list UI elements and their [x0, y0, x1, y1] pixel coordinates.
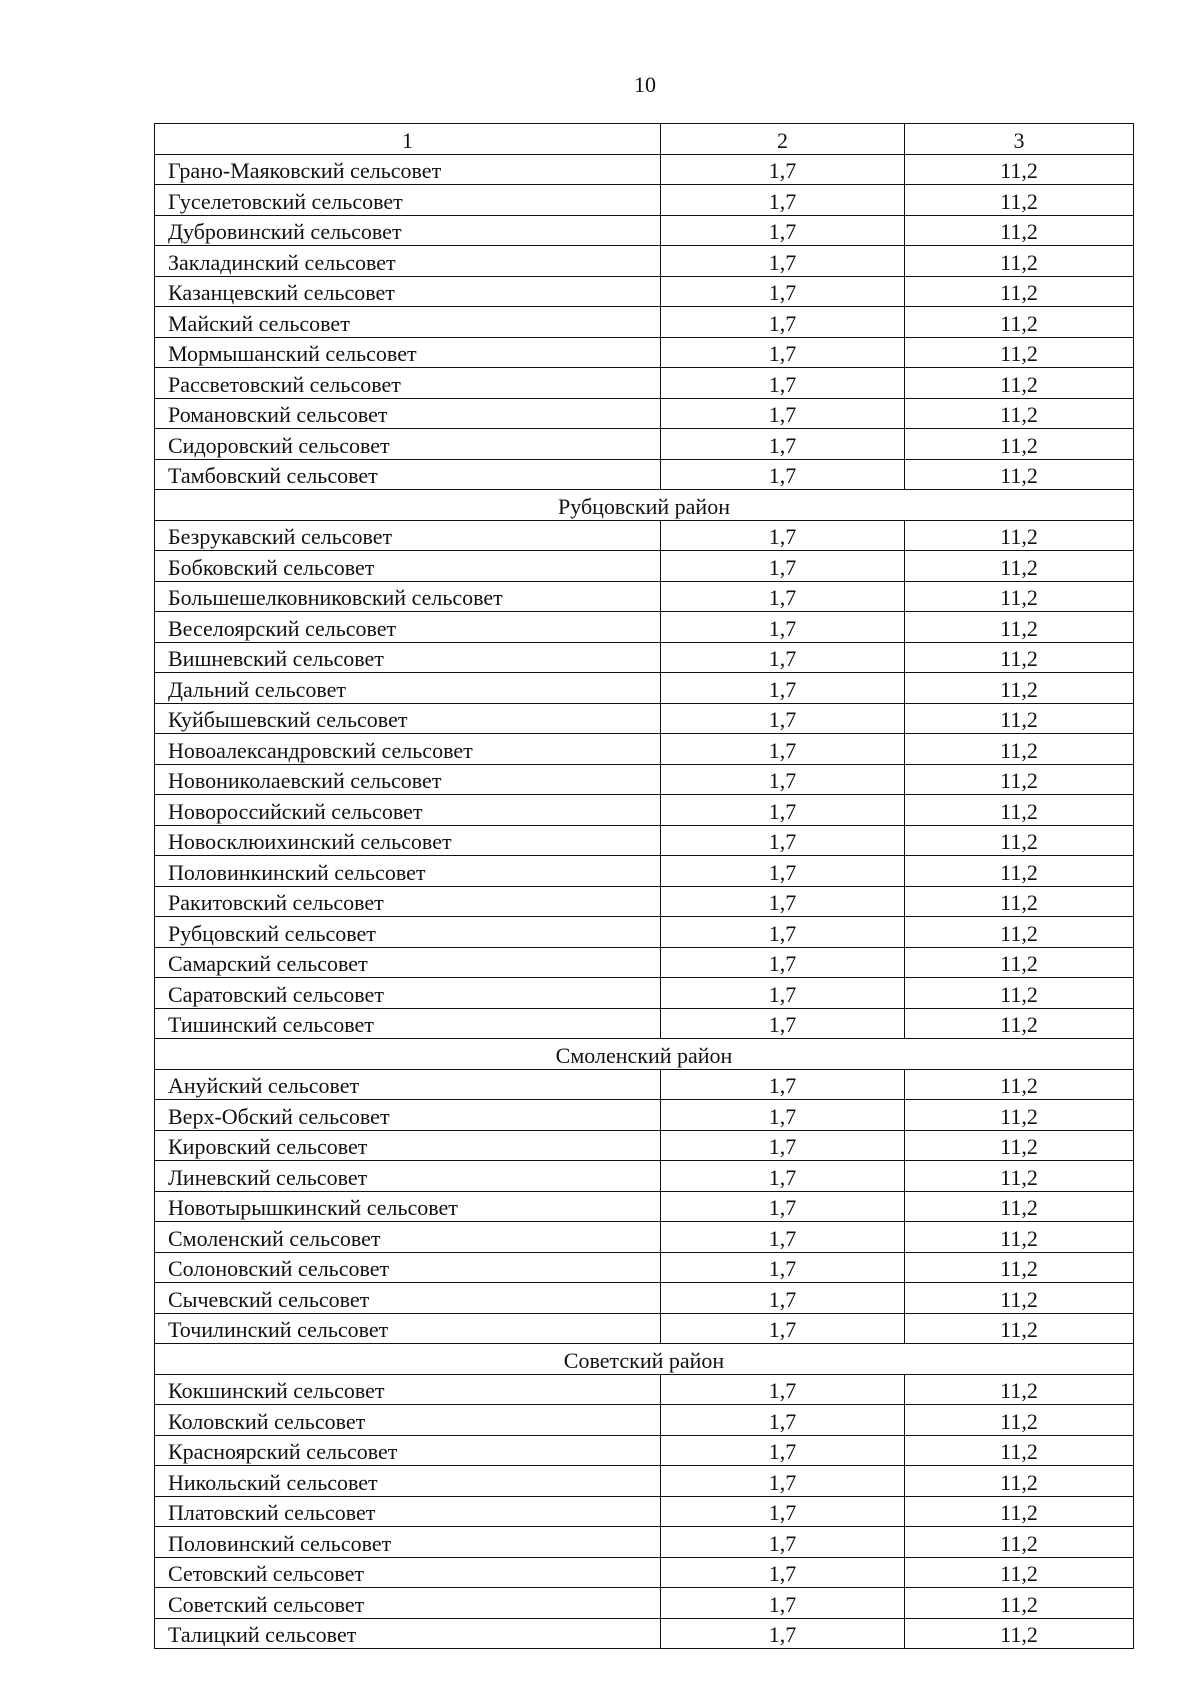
district-heading: Смоленский район — [155, 1039, 1134, 1070]
table-row — [155, 1588, 1134, 1619]
value-col2-cell: 1,7 — [661, 1222, 905, 1253]
value-col3-cell: 11,2 — [905, 1405, 1134, 1436]
settlement-name-cell: Бобковский сельсовет — [155, 551, 661, 582]
table-row — [155, 551, 1134, 582]
value-col2-cell: 1,7 — [661, 612, 905, 643]
value-col3-cell: 11,2 — [905, 1527, 1134, 1558]
table-row — [155, 612, 1134, 643]
settlement-name-cell: Смоленский сельсовет — [155, 1222, 661, 1253]
value-col2-cell: 1,7 — [661, 1435, 905, 1466]
value-col2-cell: 1,7 — [661, 1405, 905, 1436]
settlement-name-cell: Новосклюихинский сельсовет — [155, 825, 661, 856]
table-row — [155, 734, 1134, 765]
table-row — [155, 1374, 1134, 1405]
value-col3-cell: 11,2 — [905, 429, 1134, 460]
value-col2-cell: 1,7 — [661, 1588, 905, 1619]
value-col3-cell: 11,2 — [905, 520, 1134, 551]
value-col2-cell: 1,7 — [661, 581, 905, 612]
settlement-name-cell: Никольский сельсовет — [155, 1466, 661, 1497]
value-col3-cell: 11,2 — [905, 1283, 1134, 1314]
value-col2-cell: 1,7 — [661, 1008, 905, 1039]
value-col3-cell: 11,2 — [905, 551, 1134, 582]
table-row — [155, 581, 1134, 612]
table-body — [155, 124, 1134, 1649]
value-col2-cell: 1,7 — [661, 947, 905, 978]
value-col2-cell: 1,7 — [661, 185, 905, 216]
value-col3-cell: 11,2 — [905, 154, 1134, 185]
settlement-name-cell: Новотырышкинский сельсовет — [155, 1191, 661, 1222]
value-col3-cell: 11,2 — [905, 215, 1134, 246]
settlement-name-cell: Верх-Обский сельсовет — [155, 1100, 661, 1131]
value-col2-cell: 1,7 — [661, 307, 905, 338]
value-col3-cell: 11,2 — [905, 459, 1134, 490]
value-col3-cell: 11,2 — [905, 1252, 1134, 1283]
table-row — [155, 459, 1134, 490]
table-row — [155, 1130, 1134, 1161]
value-col3-cell: 11,2 — [905, 1557, 1134, 1588]
settlement-name-cell: Ракитовский сельсовет — [155, 886, 661, 917]
value-col3-cell: 11,2 — [905, 1466, 1134, 1497]
value-col3-cell: 11,2 — [905, 1222, 1134, 1253]
value-col3-cell: 11,2 — [905, 368, 1134, 399]
value-col2-cell: 1,7 — [661, 1130, 905, 1161]
value-col3-cell: 11,2 — [905, 856, 1134, 887]
column-header-2: 2 — [661, 124, 905, 155]
value-col2-cell: 1,7 — [661, 886, 905, 917]
value-col2-cell: 1,7 — [661, 703, 905, 734]
value-col3-cell: 11,2 — [905, 185, 1134, 216]
table-row — [155, 1161, 1134, 1192]
value-col2-cell: 1,7 — [661, 978, 905, 1009]
value-col2-cell: 1,7 — [661, 1466, 905, 1497]
settlement-name-cell: Гуселетовский сельсовет — [155, 185, 661, 216]
settlement-name-cell: Кокшинский сельсовет — [155, 1374, 661, 1405]
table-row — [155, 1557, 1134, 1588]
value-col2-cell: 1,7 — [661, 215, 905, 246]
value-col2-cell: 1,7 — [661, 1252, 905, 1283]
column-header-1: 1 — [155, 124, 661, 155]
value-col2-cell: 1,7 — [661, 1283, 905, 1314]
table-row — [155, 1618, 1134, 1649]
settlement-name-cell: Сычевский сельсовет — [155, 1283, 661, 1314]
table-row — [155, 1191, 1134, 1222]
value-col3-cell: 11,2 — [905, 642, 1134, 673]
settlement-name-cell: Тамбовский сельсовет — [155, 459, 661, 490]
value-col2-cell: 1,7 — [661, 154, 905, 185]
table-row — [155, 520, 1134, 551]
value-col2-cell: 1,7 — [661, 917, 905, 948]
table-row — [155, 215, 1134, 246]
value-col3-cell: 11,2 — [905, 276, 1134, 307]
value-col2-cell: 1,7 — [661, 429, 905, 460]
settlement-name-cell: Сетовский сельсовет — [155, 1557, 661, 1588]
settlement-name-cell: Талицкий сельсовет — [155, 1618, 661, 1649]
table-row — [155, 398, 1134, 429]
value-col2-cell: 1,7 — [661, 1496, 905, 1527]
value-col3-cell: 11,2 — [905, 1130, 1134, 1161]
value-col3-cell: 11,2 — [905, 1191, 1134, 1222]
settlement-name-cell: Сидоровский сельсовет — [155, 429, 661, 460]
table-row — [155, 1435, 1134, 1466]
settlement-name-cell: Половинский сельсовет — [155, 1527, 661, 1558]
table-row — [155, 154, 1134, 185]
page-number: 10 — [634, 72, 656, 97]
table-row — [155, 276, 1134, 307]
settlement-name-cell: Самарский сельсовет — [155, 947, 661, 978]
value-col2-cell: 1,7 — [661, 1100, 905, 1131]
value-col3-cell: 11,2 — [905, 886, 1134, 917]
value-col3-cell: 11,2 — [905, 246, 1134, 277]
value-col3-cell: 11,2 — [905, 1161, 1134, 1192]
settlement-name-cell: Кировский сельсовет — [155, 1130, 661, 1161]
table-row — [155, 886, 1134, 917]
table-row — [155, 917, 1134, 948]
value-col3-cell: 11,2 — [905, 307, 1134, 338]
value-col3-cell: 11,2 — [905, 825, 1134, 856]
settlement-name-cell: Грано-Маяковский сельсовет — [155, 154, 661, 185]
table-row — [155, 337, 1134, 368]
value-col3-cell: 11,2 — [905, 978, 1134, 1009]
district-heading: Рубцовский район — [155, 490, 1134, 521]
value-col3-cell: 11,2 — [905, 581, 1134, 612]
settlement-name-cell: Куйбышевский сельсовет — [155, 703, 661, 734]
value-col2-cell: 1,7 — [661, 856, 905, 887]
table-row — [155, 978, 1134, 1009]
value-col3-cell: 11,2 — [905, 1069, 1134, 1100]
value-col2-cell: 1,7 — [661, 246, 905, 277]
settlement-name-cell: Тишинский сельсовет — [155, 1008, 661, 1039]
value-col2-cell: 1,7 — [661, 642, 905, 673]
value-col3-cell: 11,2 — [905, 1100, 1134, 1131]
value-col2-cell: 1,7 — [661, 673, 905, 704]
value-col2-cell: 1,7 — [661, 795, 905, 826]
table-row — [155, 246, 1134, 277]
value-col3-cell: 11,2 — [905, 703, 1134, 734]
settlement-name-cell: Казанцевский сельсовет — [155, 276, 661, 307]
value-col2-cell: 1,7 — [661, 551, 905, 582]
table-row — [155, 825, 1134, 856]
value-col3-cell: 11,2 — [905, 1313, 1134, 1344]
value-col2-cell: 1,7 — [661, 764, 905, 795]
value-col2-cell: 1,7 — [661, 1069, 905, 1100]
settlement-name-cell: Ануйский сельсовет — [155, 1069, 661, 1100]
table-row — [155, 1100, 1134, 1131]
value-col3-cell: 11,2 — [905, 947, 1134, 978]
value-col3-cell: 11,2 — [905, 612, 1134, 643]
settlement-name-cell: Платовский сельсовет — [155, 1496, 661, 1527]
value-col3-cell: 11,2 — [905, 1374, 1134, 1405]
table-row — [155, 703, 1134, 734]
settlement-name-cell: Коловский сельсовет — [155, 1405, 661, 1436]
value-col3-cell: 11,2 — [905, 673, 1134, 704]
table-row — [155, 1069, 1134, 1100]
table-row — [155, 795, 1134, 826]
value-col2-cell: 1,7 — [661, 1527, 905, 1558]
settlement-name-cell: Новоалександровский сельсовет — [155, 734, 661, 765]
value-col3-cell: 11,2 — [905, 917, 1134, 948]
value-col2-cell: 1,7 — [661, 276, 905, 307]
value-col2-cell: 1,7 — [661, 1557, 905, 1588]
value-col3-cell: 11,2 — [905, 1435, 1134, 1466]
district-row — [155, 1344, 1134, 1375]
value-col3-cell: 11,2 — [905, 337, 1134, 368]
value-col3-cell: 11,2 — [905, 1588, 1134, 1619]
settlement-name-cell: Большешелковниковский сельсовет — [155, 581, 661, 612]
table-row — [155, 673, 1134, 704]
value-col2-cell: 1,7 — [661, 1313, 905, 1344]
value-col3-cell: 11,2 — [905, 795, 1134, 826]
table-row — [155, 642, 1134, 673]
settlement-name-cell: Веселоярский сельсовет — [155, 612, 661, 643]
table-row — [155, 1313, 1134, 1344]
column-header-3: 3 — [905, 124, 1134, 155]
district-row — [155, 490, 1134, 521]
settlement-name-cell: Точилинский сельсовет — [155, 1313, 661, 1344]
value-col2-cell: 1,7 — [661, 459, 905, 490]
value-col2-cell: 1,7 — [661, 734, 905, 765]
table-row — [155, 1466, 1134, 1497]
district-heading: Советский район — [155, 1344, 1134, 1375]
table-row — [155, 1008, 1134, 1039]
table-row — [155, 429, 1134, 460]
table-row — [155, 856, 1134, 887]
value-col3-cell: 11,2 — [905, 734, 1134, 765]
value-col2-cell: 1,7 — [661, 520, 905, 551]
value-col2-cell: 1,7 — [661, 825, 905, 856]
table-row — [155, 1222, 1134, 1253]
settlement-name-cell: Рубцовский сельсовет — [155, 917, 661, 948]
settlement-name-cell: Мормышанский сельсовет — [155, 337, 661, 368]
value-col3-cell: 11,2 — [905, 1496, 1134, 1527]
settlement-name-cell: Половинкинский сельсовет — [155, 856, 661, 887]
table-row — [155, 947, 1134, 978]
table-row — [155, 185, 1134, 216]
settlement-name-cell: Новороссийский сельсовет — [155, 795, 661, 826]
settlement-name-cell: Закладинский сельсовет — [155, 246, 661, 277]
settlement-name-cell: Романовский сельсовет — [155, 398, 661, 429]
table-row — [155, 1527, 1134, 1558]
value-col2-cell: 1,7 — [661, 398, 905, 429]
value-col3-cell: 11,2 — [905, 398, 1134, 429]
table-row — [155, 368, 1134, 399]
value-col3-cell: 11,2 — [905, 1618, 1134, 1649]
settlement-name-cell: Красноярский сельсовет — [155, 1435, 661, 1466]
value-col3-cell: 11,2 — [905, 764, 1134, 795]
settlement-name-cell: Солоновский сельсовет — [155, 1252, 661, 1283]
settlement-name-cell: Безрукавский сельсовет — [155, 520, 661, 551]
settlement-name-cell: Линевский сельсовет — [155, 1161, 661, 1192]
data-table — [154, 123, 1134, 1649]
value-col2-cell: 1,7 — [661, 368, 905, 399]
value-col2-cell: 1,7 — [661, 1374, 905, 1405]
table-row — [155, 764, 1134, 795]
value-col3-cell: 11,2 — [905, 1008, 1134, 1039]
table-row — [155, 1405, 1134, 1436]
district-row — [155, 1039, 1134, 1070]
settlement-name-cell: Рассветовский сельсовет — [155, 368, 661, 399]
table-row — [155, 1252, 1134, 1283]
settlement-name-cell: Дубровинский сельсовет — [155, 215, 661, 246]
settlement-name-cell: Новониколаевский сельсовет — [155, 764, 661, 795]
settlement-name-cell: Дальний сельсовет — [155, 673, 661, 704]
value-col2-cell: 1,7 — [661, 1161, 905, 1192]
table-row — [155, 307, 1134, 338]
value-col2-cell: 1,7 — [661, 337, 905, 368]
value-col2-cell: 1,7 — [661, 1191, 905, 1222]
table-row — [155, 1496, 1134, 1527]
table-header-row — [155, 124, 1134, 155]
settlement-name-cell: Майский сельсовет — [155, 307, 661, 338]
table-row — [155, 1283, 1134, 1314]
settlement-name-cell: Советский сельсовет — [155, 1588, 661, 1619]
settlement-name-cell: Саратовский сельсовет — [155, 978, 661, 1009]
settlement-name-cell: Вишневский сельсовет — [155, 642, 661, 673]
value-col2-cell: 1,7 — [661, 1618, 905, 1649]
